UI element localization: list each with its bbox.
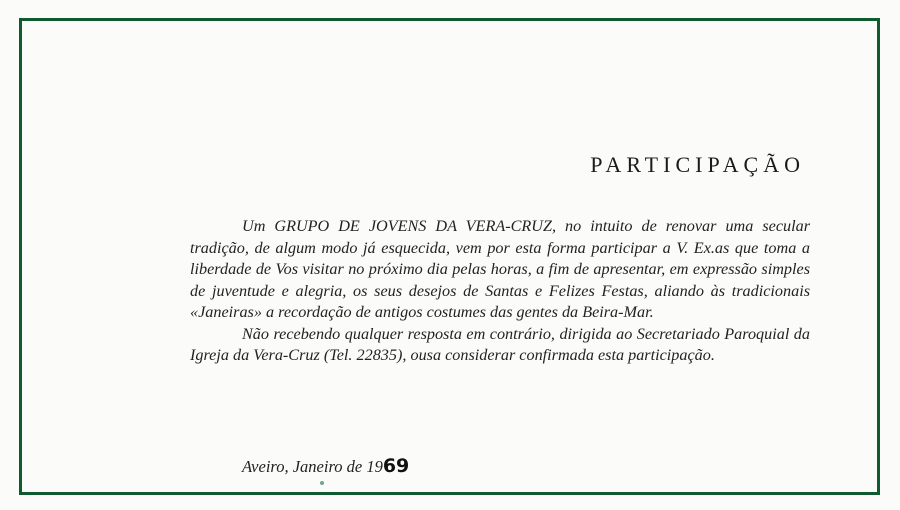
body-paragraph-1: Um GRUPO DE JOVENS DA VERA-CRUZ, no intuito de renovar uma secular tradição, de algum modo já esquecida, vem por esta forma participar a V. Ex.as que toma a liberdade de Vos visitar no próximo dia pelas horas, a fim de apresentar, em expressão simples de juventude e alegria, os seus desejos de Santas e Felizes Festas, aliando às tradicionais «Janeiras» a recordação de antigos costumes das gentes da Beira-Mar.	[190, 217, 810, 321]
place-date: Aveiro, Janeiro de 19	[242, 457, 383, 476]
ink-dot	[320, 481, 324, 485]
card-body	[190, 216, 810, 367]
card-heading: PARTICIPAÇÃO	[590, 152, 805, 177]
body-paragraph-2: Não recebendo qualquer resposta em contrário, dirigida ao Secretariado Paroquial da Igreja da Vera-Cruz (Tel. 22835), ousa considerar confirmada esta participação.	[190, 324, 810, 364]
handwritten-year: 69	[382, 455, 410, 477]
signature-line	[242, 455, 409, 477]
